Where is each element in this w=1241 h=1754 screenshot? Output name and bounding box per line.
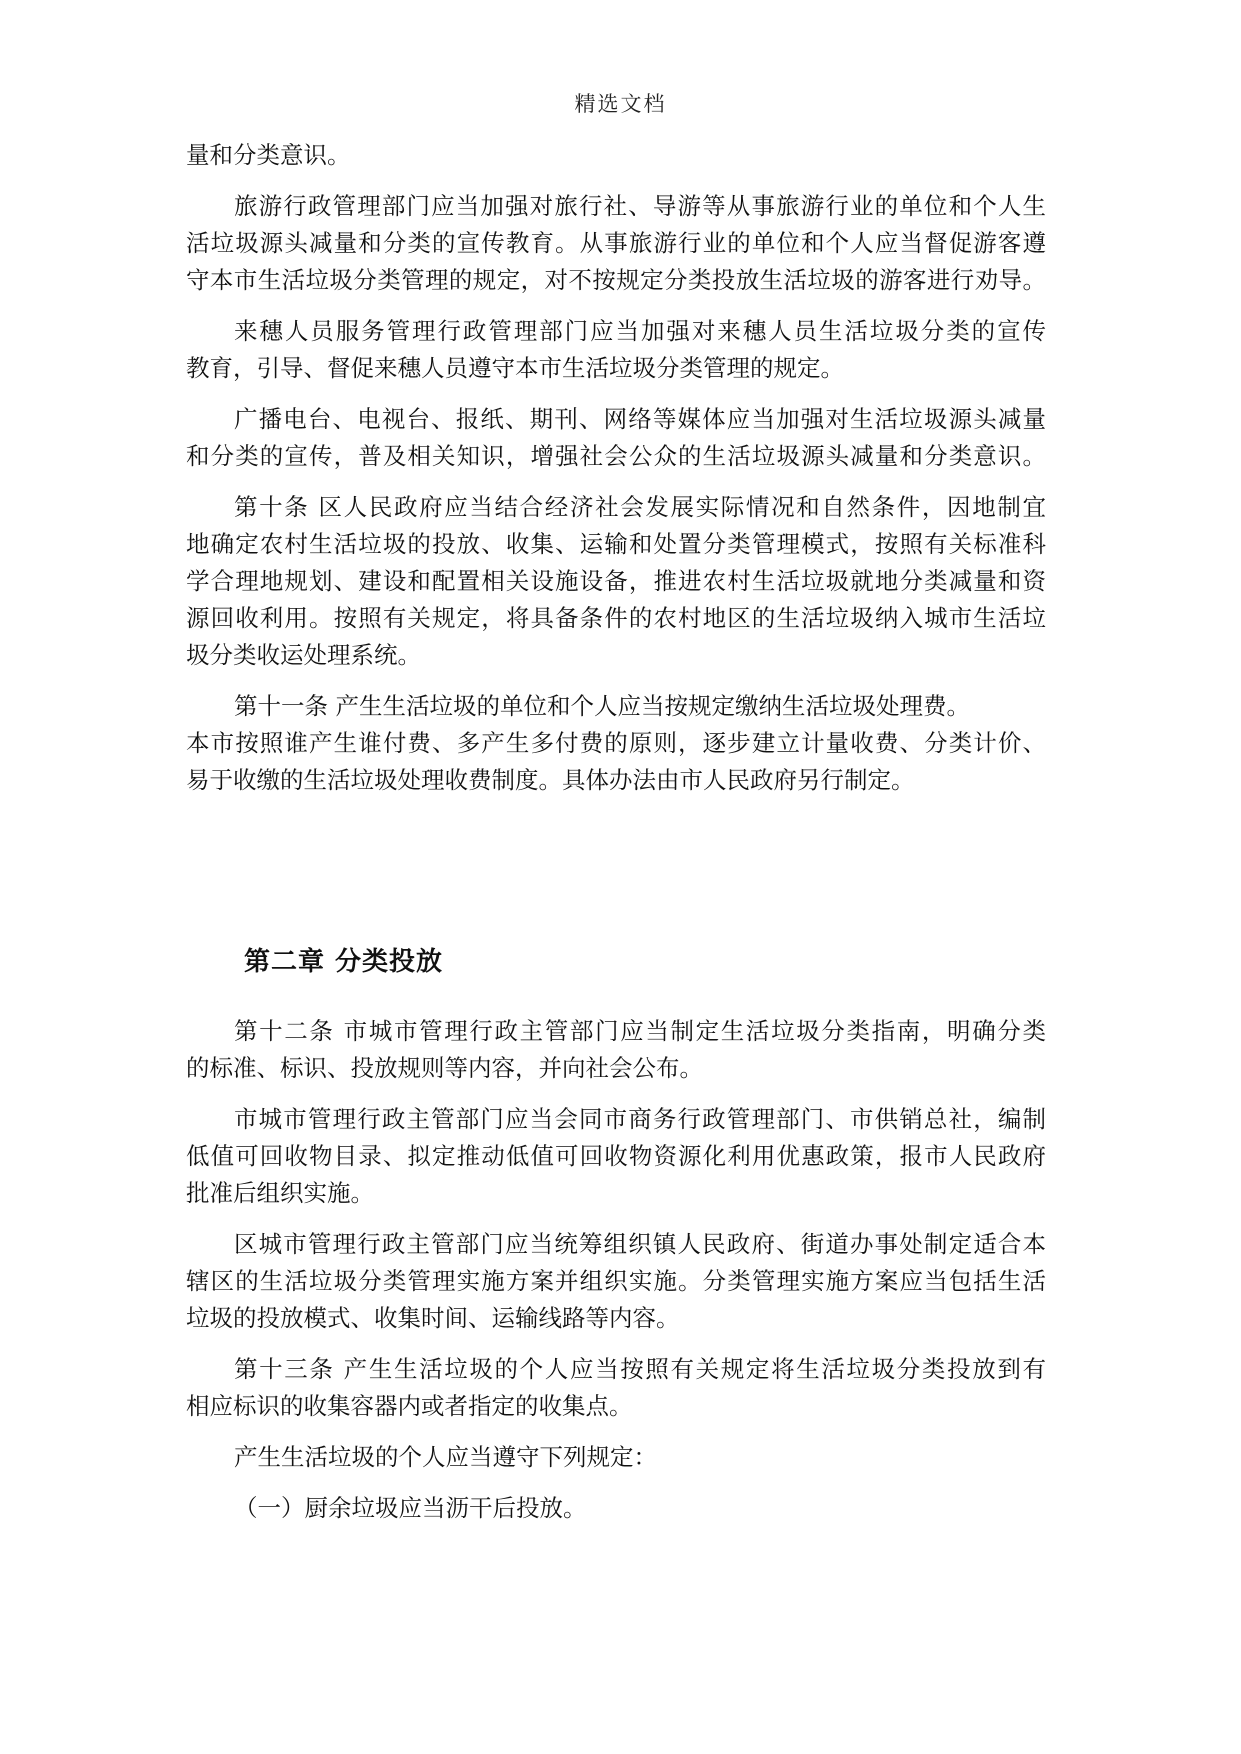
text-line: 区城市管理行政主管部门应当统筹组织镇人民政府、街道办事处制定适合本 [234,1230,1046,1258]
text-line: 产生生活垃圾的个人应当遵守下列规定： [234,1443,657,1471]
page-header: 精选文档 [574,92,667,116]
text-line: 教育，引导、督促来穗人员遵守本市生活垃圾分类管理的规定。 [186,354,844,382]
text-line: （一）厨余垃圾应当沥干后投放。 [234,1494,587,1522]
text-line: 第十一条 产生生活垃圾的单位和个人应当按规定缴纳生活垃圾处理费。 [234,692,970,720]
text-line: 第十条 区人民政府应当结合经济社会发展实际情况和自然条件，因地制宜 [234,493,1046,521]
text-line: 低值可回收物目录、拟定推动低值可回收物资源化利用优惠政策，报市人民政府 [186,1142,1046,1170]
text-line: 源回收利用。按照有关规定，将具备条件的农村地区的生活垃圾纳入城市生活垃 [186,604,1046,632]
text-line: 第十三条 产生生活垃圾的个人应当按照有关规定将生活垃圾分类投放到有 [234,1355,1046,1383]
chapter-heading: 第二章 分类投放 [244,947,444,977]
text-line: 相应标识的收集容器内或者指定的收集点。 [186,1392,633,1420]
text-line: 广播电台、电视台、报纸、期刊、网络等媒体应当加强对生活垃圾源头减量 [234,405,1046,433]
text-line: 批准后组织实施。 [186,1179,374,1207]
text-line: 学合理地规划、建设和配置相关设施设备，推进农村生活垃圾就地分类减量和资 [186,567,1046,595]
text-block-top [186,137,1046,813]
paragraph [186,1439,1046,1476]
text-line: 圾分类收运处理系统。 [186,641,421,669]
text-line: 易于收缴的生活垃圾处理收费制度。具体办法由市人民政府另行制定。 [186,766,915,794]
paragraph [186,489,1046,674]
paragraph [186,1101,1046,1212]
paragraph [186,688,1046,799]
text-line: 活垃圾源头减量和分类的宣传教育。从事旅游行业的单位和个人应当督促游客遵 [186,229,1046,257]
text-block-bottom [186,1013,1046,1541]
text-line: 垃圾的投放模式、收集时间、运输线路等内容。 [186,1304,680,1332]
paragraph [186,1351,1046,1425]
paragraph [186,1226,1046,1337]
text-line: 旅游行政管理部门应当加强对旅行社、导游等从事旅游行业的单位和个人生 [234,192,1046,220]
paragraph [186,1013,1046,1087]
text-line: 本市按照谁产生谁付费、多产生多付费的原则，逐步建立计量收费、分类计价、 [186,729,1046,757]
paragraph [186,188,1046,299]
text-line: 守本市生活垃圾分类管理的规定，对不按规定分类投放生活垃圾的游客进行劝导。 [186,266,1046,294]
text-line: 地确定农村生活垃圾的投放、收集、运输和处置分类管理模式，按照有关标准科 [186,530,1046,558]
paragraph [186,313,1046,387]
paragraph [186,137,1046,174]
paragraph [186,401,1046,475]
text-line: 市城市管理行政主管部门应当会同市商务行政管理部门、市供销总社，编制 [234,1105,1046,1133]
text-line: 来穗人员服务管理行政管理部门应当加强对来穗人员生活垃圾分类的宣传 [234,317,1046,345]
text-line: 量和分类意识。 [186,141,351,169]
text-line: 第十二条 市城市管理行政主管部门应当制定生活垃圾分类指南，明确分类 [234,1017,1046,1045]
text-line: 的标准、标识、投放规则等内容，并向社会公布。 [186,1054,703,1082]
text-line: 和分类的宣传，普及相关知识，增强社会公众的生活垃圾源头减量和分类意识。 [186,442,1046,470]
text-line: 辖区的生活垃圾分类管理实施方案并组织实施。分类管理实施方案应当包括生活 [186,1267,1046,1295]
paragraph [186,1490,1046,1527]
